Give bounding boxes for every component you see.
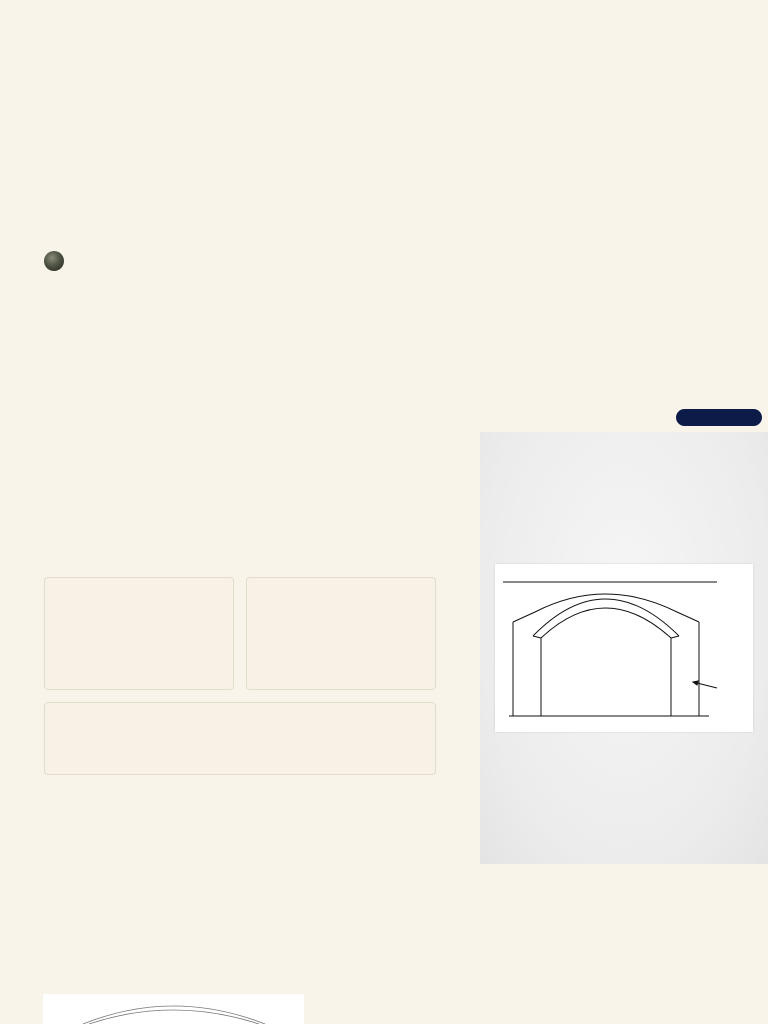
author-byline: [44, 251, 71, 271]
arch-load-diagram: [495, 564, 753, 732]
made-with-gamma-badge[interactable]: [676, 409, 762, 426]
card-load-distribution: [44, 577, 234, 690]
card-inclined-hangers: [246, 577, 436, 690]
arch-diagram-svg: [495, 564, 753, 732]
network-arch-image: [43, 994, 304, 1024]
avatar: [44, 251, 64, 271]
card-cost-efficiency: [44, 702, 436, 775]
network-arch-svg: [43, 994, 304, 1024]
